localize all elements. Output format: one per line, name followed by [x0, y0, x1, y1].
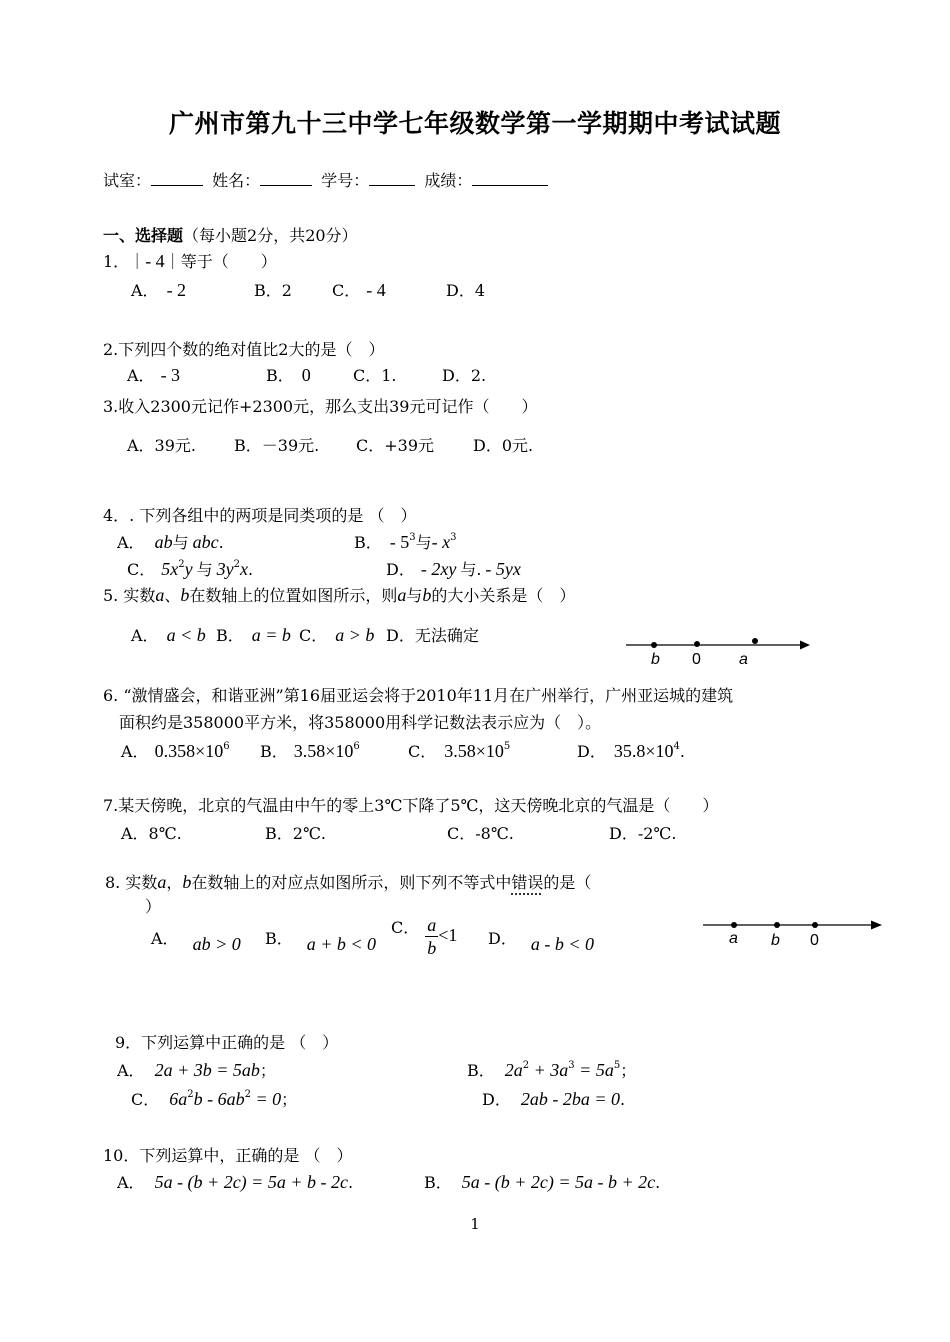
question-3-option-b: B．－39元. [234, 436, 320, 455]
question-5-stem: 5. 实数a、b在数轴上的位置如图所示，则a与b的大小关系是（ ） [103, 585, 576, 605]
question-9-option-c: C． $6a^2b - 6ab^2 = 0$； [131, 1088, 298, 1109]
q8-axis-arrow [871, 921, 882, 930]
question-4-stem: 4．. 下列各组中的两项是同类项的是 （ ） [103, 506, 417, 525]
question-10-option-a: A． 5a - (b + 2c) = 5a + b - 2c. [117, 1172, 354, 1192]
question-10-option-b: B． 5a - (b + 2c) = 5a - b + 2c. [424, 1172, 661, 1192]
question-7-option-d: D．-2℃. [609, 824, 677, 843]
question-2-stem: 2.下列四个数的绝对值比2大的是（ ） [103, 340, 385, 359]
question-9-option-a: A． 2a + 3b = 5ab； [117, 1060, 276, 1080]
question-2-option-b: B． 0 [266, 365, 311, 385]
question-7-option-c: C．-8℃. [447, 824, 514, 843]
q1-abs-value: - 4 [145, 251, 165, 271]
question-5-option-c: C． a > b [299, 625, 375, 645]
question-5-option-a: A． a < b [131, 625, 206, 645]
question-6-option-a: A． $0.358\times 10^6$ [121, 740, 230, 761]
number-blank [369, 185, 415, 186]
q5-axis-label-a: a [739, 651, 748, 668]
question-9-stem: 9．下列运算中正确的是 （ ） [115, 1033, 339, 1052]
question-6-option-b: B． $3.58\times 10^6$ [260, 740, 360, 761]
question-4-option-a: A． ab与 abc. [117, 532, 224, 552]
question-3-option-d: D．0元. [473, 436, 534, 455]
question-8-stem: 8. 实数a，b在数轴上的对应点如图所示，则下列不等式中错误的是（ [105, 872, 592, 892]
q8-point-b [774, 922, 780, 928]
q8-emphasis: 错误 [511, 873, 544, 892]
question-3-stem: 3.收入2300元记作+2300元，那么支出39元可记作（ ） [103, 397, 538, 416]
name-label: 姓名： [212, 171, 261, 190]
question-7-option-a: A．8℃. [121, 824, 182, 843]
room-label: 试室： [103, 171, 152, 190]
q8-axis-label-a: a [729, 930, 738, 947]
score-label: 成绩： [424, 171, 473, 190]
question-8-option-a: A． ab > 0 [151, 929, 241, 954]
page-title: 广州市第九十三中学七年级数学第一学期期中考试试题 [168, 109, 781, 138]
question-8-stem-continued: ） [145, 897, 162, 916]
section-heading [103, 223, 358, 246]
question-7-stem: 7.某天傍晚，北京的气温由中午的零上3℃下降了5℃，这天傍晚北京的气温是（ ） [103, 796, 719, 815]
q5-axis-label-0: 0 [692, 651, 701, 668]
q8-axis-label-0: 0 [810, 932, 819, 949]
question-4-option-d: D． - 2xy 与. - 5yx [386, 559, 521, 579]
question-5-option-b: B． a = b [216, 625, 291, 645]
question-2-option-c: C．1. [353, 366, 397, 385]
question-2-option-d: D．2. [442, 366, 487, 385]
question-10-stem: 10．下列运算中，正确的是 （ ） [103, 1146, 353, 1165]
question-6-line-2: 面积约是358000平方米，将358000用科学记数法表示应为（ ）。 [119, 713, 602, 732]
name-blank [260, 185, 312, 186]
question-1-stem: 1．｜- 4｜等于（ ） [103, 251, 277, 271]
q5-axis-arrow [800, 641, 810, 650]
question-6-option-c: C． $3.58\times 10^5$ [408, 740, 511, 761]
question-6-option-d: D． $35.8\times 10^4$. [577, 740, 685, 761]
score-blank [472, 185, 548, 186]
q8-point-a [731, 922, 737, 928]
q5-point-a [752, 638, 758, 644]
question-1-option-c: C． - 4 [332, 280, 386, 300]
number-label: 学号： [321, 171, 370, 190]
student-info-line [103, 168, 548, 191]
q5-axis-label-b: b [651, 651, 660, 668]
question-5-option-d: D．无法确定 [386, 626, 479, 645]
question-2-option-a: A． - 3 [127, 365, 181, 385]
question-8-option-c: C． $\frac{a}{b}$ <1 [391, 915, 458, 958]
question-7-option-b: B．2℃. [265, 824, 326, 843]
question-8-option-b: B． a + b < 0 [265, 929, 377, 954]
question-3-option-a: A．39元. [127, 436, 197, 455]
page-number: 1 [470, 1215, 480, 1233]
q5-point-0 [694, 641, 700, 647]
question-1-option-d: D．4 [446, 281, 486, 300]
question-9-option-b: B． $2a^2 + 3a^3 = 5a^5$； [467, 1059, 637, 1080]
q8-axis-label-b: b [771, 932, 780, 949]
section-title: 一、选择题 [103, 226, 184, 245]
question-8-option-d: D． a - b < 0 [488, 929, 594, 954]
q8-point-0 [812, 922, 818, 928]
question-4-option-b: B． - $5^3$与- $x^3$ [354, 531, 457, 552]
q5-number-line [620, 632, 820, 677]
question-1-option-b: B．2 [254, 281, 292, 300]
q8-fraction: $\frac{a}{b}$ [427, 915, 437, 958]
question-6-line-1: 6. “激情盛会，和谐亚洲”第16届亚运会将于2010年11月在广州举行，广州亚运城的建筑 [103, 686, 734, 705]
section-note: （每小题2分，共20分） [183, 226, 358, 245]
question-1-option-a: A． - 2 [131, 280, 187, 300]
question-3-option-c: C．+39元 [356, 436, 435, 455]
question-4-option-c: C． $5x^2y$ 与 $3y^2x$. [127, 558, 254, 579]
room-blank [151, 185, 203, 186]
question-9-option-d: D． 2ab - 2ba = 0. [482, 1089, 626, 1109]
q5-point-b [651, 642, 657, 648]
